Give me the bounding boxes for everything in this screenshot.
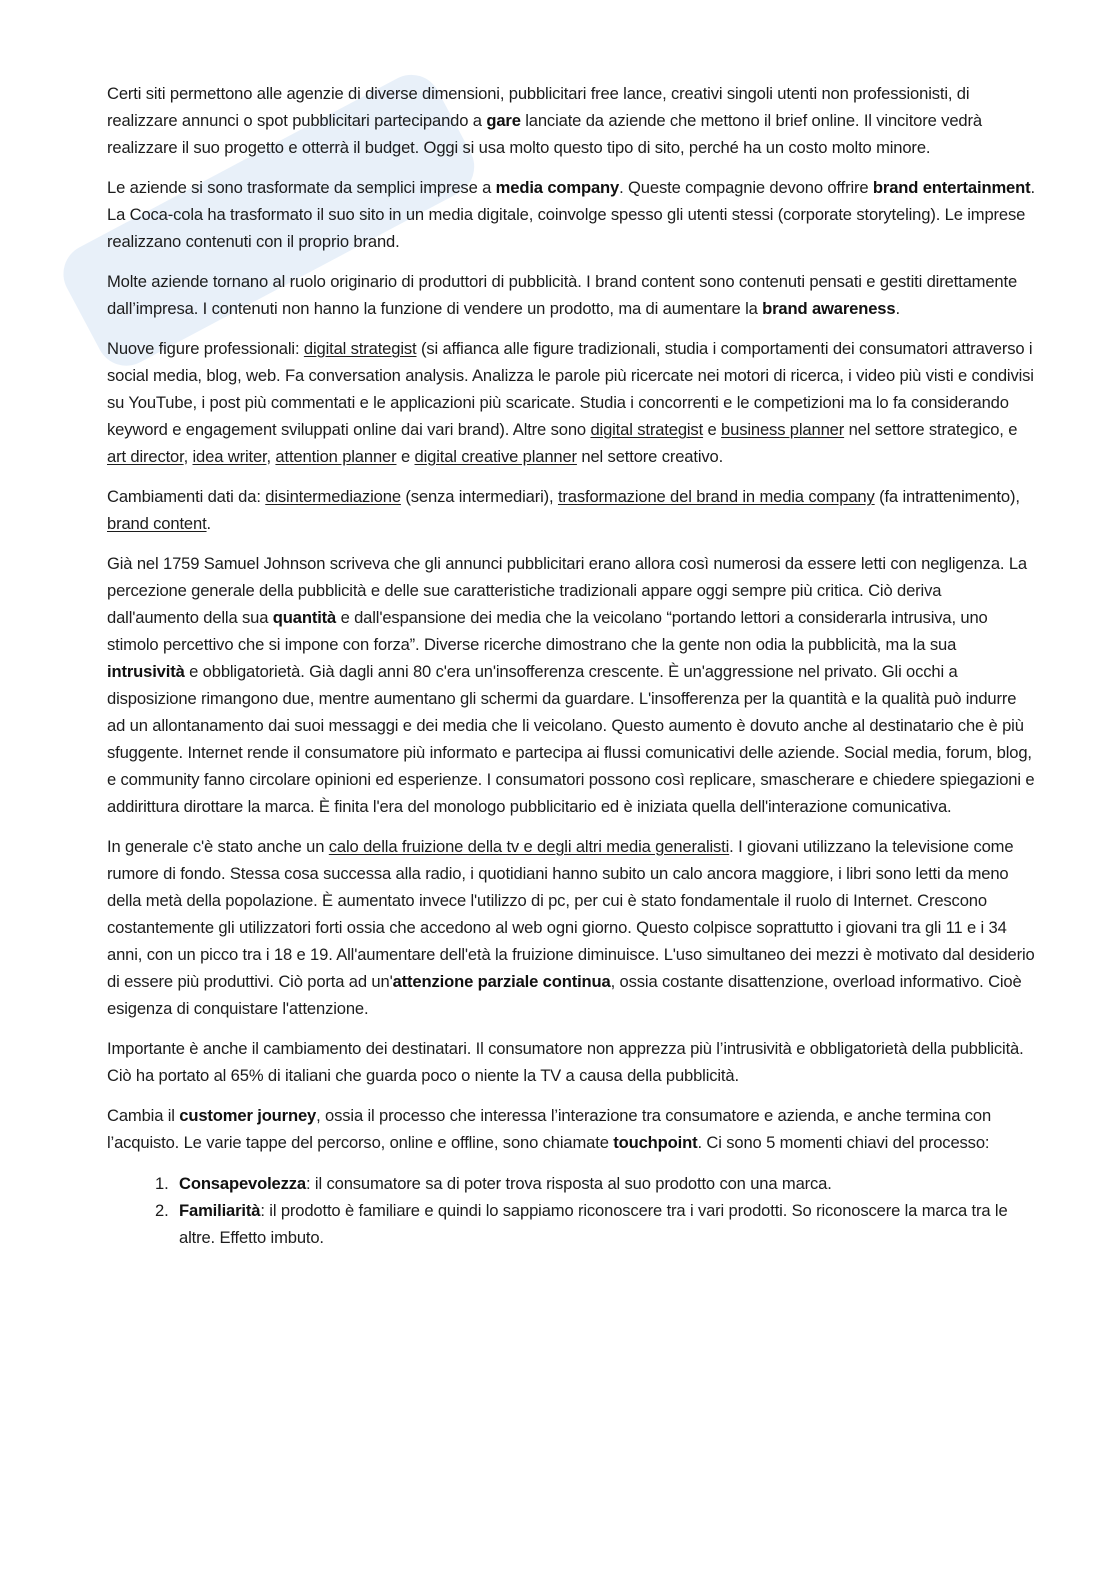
underlined-term: digital creative planner (414, 447, 577, 466)
underlined-term: digital strategist (303, 339, 417, 358)
list-item (173, 1197, 1037, 1251)
underlined-term: business planner (721, 420, 845, 439)
paragraph-3: Molte aziende tornano al ruolo originario di produttori di pubblicità. I brand content sono contenuti pensati e gestiti direttamente dall’impresa. I contenuti non hanno la funzione di vendere un prodotto, ma di aumentare la brand awareness. (107, 272, 1018, 318)
bold-term: brand entertainment (872, 178, 1031, 197)
underlined-term: digital strategist (590, 420, 704, 439)
paragraph-1: Certi siti permettono alle agenzie di diverse dimensioni, pubblicitari free lance, creativi singoli utenti non professionisti, di realizzare annunci o spot pubblicitari partecipando a gare lanciate da aziende che mettono il brief online. Il vincitore vedrà realizzare il suo progetto e otterrà il budget. Oggi si usa molto questo tipo di sito, perché ha un costo molto minore. (107, 84, 982, 157)
document-body (107, 80, 1037, 1251)
list-item (173, 1170, 1037, 1197)
underlined-term: attention planner (275, 447, 397, 466)
paragraph-7: In generale c'è stato anche un calo della fruizione della tv e degli altri media generalisti. I giovani utilizzano la televisione come rumore di fondo. Stessa cosa successa alla radio, i quotidiani hanno subito un calo ancora maggiore, i libri sono letti da meno della metà della popolazione. È aumentato invece l'utilizzo di pc, per cui è stato fondamentale il ruolo di Internet. Crescono costantemente gli utilizzatori forti ossia che accedono al web ogni giorno. Questo colpisce soprattutto i giovani tra gli 11 e i 34 anni, con un picco tra i 18 e 19. All'aumentare dell'età la fruizione diminuisce. L'uso simultaneo dei mezzi è motivato dal desiderio di essere più produttivi. Ciò porta ad un'attenzione parziale continua, ossia costante disattenzione, overload informativo. Cioè esigenza di conquistare l'attenzione. (107, 837, 1035, 1018)
underlined-term: brand content (107, 514, 207, 533)
underlined-term: trasformazione del brand in media company (557, 487, 875, 506)
bold-term: gare (486, 111, 521, 130)
list-item-term: Familiarità (179, 1201, 261, 1220)
bold-term: brand awareness (762, 299, 896, 318)
underlined-term: art director (107, 447, 184, 466)
bold-term: touchpoint (613, 1133, 698, 1152)
bold-term: media company (495, 178, 620, 197)
list-item-text: : il prodotto è familiare e quindi lo sappiamo riconoscere tra i vari prodotti. So riconoscere la marca tra le altre. Effetto imbuto. (179, 1201, 1008, 1247)
paragraph-5: Cambiamenti dati da: disintermediazione (senza intermediari), trasformazione del brand in media company (fa intrattenimento), brand content. (107, 487, 1020, 533)
paragraph-4: Nuove figure professionali: digital strategist (si affianca alle figure tradizionali, studia i comportamenti dei consumatori attraverso i social media, blog, web. Fa conversation analysis. Analizza le parole più ricercate nei motori di ricerca, i video più visti e condivisi su YouTube, i post più commentati e le applicazioni più scaricate. Studia i concorrenti e le competizioni ma lo fa considerando keyword e engagement sviluppati online dai vari brand). Altre sono digital strategist e business planner nel settore strategico, e art director, idea writer, attention planner e digital creative planner nel settore creativo. (107, 339, 1034, 466)
list-item-term: Consapevolezza (179, 1174, 307, 1193)
list-item-text: : il consumatore sa di poter trova risposta al suo prodotto con una marca. (306, 1174, 832, 1193)
paragraph-2: Le aziende si sono trasformate da semplici imprese a media company. Queste compagnie devono offrire brand entertainment. La Coca-cola ha trasformato il suo sito in un media digitale, coinvolge spesso gli utenti stessi (corporate storyteling). Le imprese realizzano contenuti con il proprio brand. (107, 178, 1035, 251)
bold-term: customer journey (179, 1106, 317, 1125)
underlined-term: idea writer (192, 447, 267, 466)
paragraph-6: Già nel 1759 Samuel Johnson scriveva che gli annunci pubblicitari erano allora così numerosi da essere letti con negligenza. La percezione generale della pubblicità e delle sue caratteristiche tradizionali appare oggi sempre più critica. Ciò deriva dall'aumento della sua quantità e dall'espansione dei media che la veicolano “portando lettori a considerarla intrusiva, uno stimolo percettivo che si impone con forza”. Diverse ricerche dimostrano che la gente non odia la pubblicità, ma la sua intrusività e obbligatorietà. Già dagli anni 80 c'era un'insofferenza crescente. È un'aggressione nel privato. Gli occhi a disposizione rimangono due, mentre aumentano gli schermi da guardare. L'insofferenza per la quantità e la qualità può indurre ad un allontanamento dai suoi messaggi e dei media che li veicolano. Questo aumento è dovuto anche al destinatario che è più sfuggente. Internet rende il consumatore più informato e partecipa ai flussi comunicativi delle aziende. Social media, forum, blog, e community fanno circolare opinioni ed esperienze. I consumatori possono così replicare, smascherare e chiedere spiegazioni e addirittura dirottare la marca. È finita l'era del monologo pubblicitario ed è iniziata quella dell'interazione comunicativa. (107, 554, 1035, 816)
underlined-term: calo della fruizione della tv e degli altri media generalisti (328, 837, 730, 856)
bold-term: quantità (272, 608, 337, 627)
bold-term: intrusività (107, 662, 185, 681)
underlined-term: disintermediazione (265, 487, 401, 506)
bold-term: attenzione parziale continua (392, 972, 611, 991)
paragraph-8: Importante è anche il cambiamento dei destinatari. Il consumatore non apprezza più l’intrusività e obbligatorietà della pubblicità. Ciò ha portato al 65% di italiani che guarda poco o niente la TV a causa della pubblicità. (107, 1039, 1024, 1085)
paragraph-9: Cambia il customer journey, ossia il processo che interessa l’interazione tra consumatore e azienda, e anche termina con l’acquisto. Le varie tappe del percorso, online e offline, sono chiamate touchpoint. Ci sono 5 momenti chiavi del processo: (107, 1106, 992, 1152)
key-moments-list (107, 1170, 1037, 1251)
